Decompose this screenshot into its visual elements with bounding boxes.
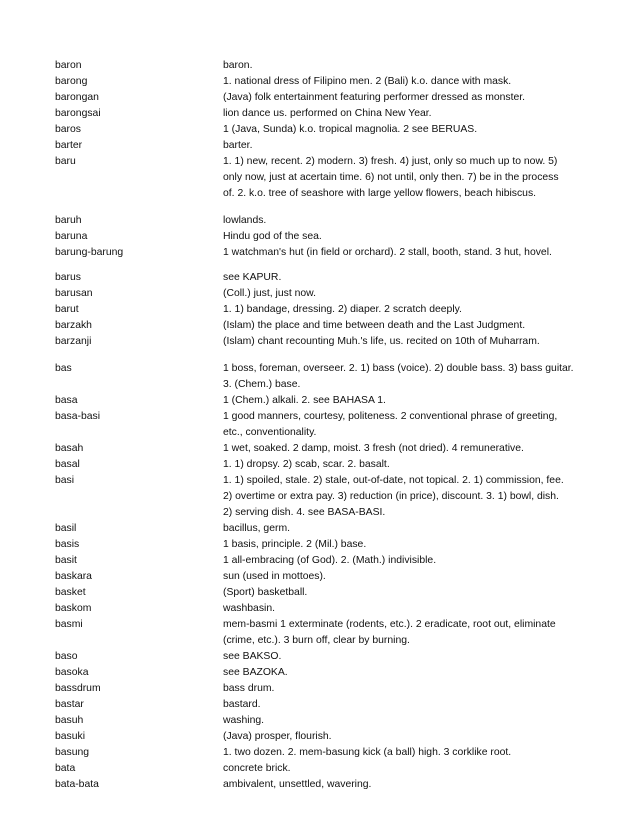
definition-line: ambivalent, unsettled, wavering. bbox=[223, 779, 372, 790]
definition bbox=[223, 553, 583, 569]
headword: basis bbox=[55, 539, 80, 550]
headword: barus bbox=[55, 272, 81, 283]
definition bbox=[223, 213, 583, 229]
headword: bata-bata bbox=[55, 779, 99, 790]
headword: bata bbox=[55, 763, 76, 774]
definition bbox=[223, 229, 583, 245]
definition-line: (crime, etc.). 3 burn off, clear by burning. bbox=[223, 635, 410, 646]
headword: basung bbox=[55, 747, 90, 758]
definition bbox=[223, 270, 583, 286]
headword: basi bbox=[55, 475, 75, 486]
definition bbox=[223, 457, 583, 473]
definition bbox=[223, 393, 583, 409]
headword: barusan bbox=[55, 288, 93, 299]
definition bbox=[223, 122, 583, 138]
definition-line: washing. bbox=[223, 715, 265, 726]
definition-line: 3. (Chem.) base. bbox=[223, 379, 301, 390]
headword: baskom bbox=[55, 603, 92, 614]
headword: barzakh bbox=[55, 320, 92, 331]
definition bbox=[223, 745, 583, 761]
definition-line: bastard. bbox=[223, 699, 261, 710]
definition bbox=[223, 585, 583, 601]
headword: basa bbox=[55, 395, 78, 406]
headword: basil bbox=[55, 523, 77, 534]
definition bbox=[223, 441, 583, 457]
definition bbox=[223, 361, 583, 393]
definition-line: 1. 1) dropsy. 2) scab, scar. 2. basalt. bbox=[223, 459, 390, 470]
definition-line: 1 boss, foreman, overseer. 2. 1) bass (voice). 2) double bass. 3) bass guitar. bbox=[223, 363, 574, 374]
definition bbox=[223, 617, 583, 649]
definition bbox=[223, 74, 583, 90]
definition bbox=[223, 665, 583, 681]
definition-line: only now, just at acertain time. 6) not until, only then. 7) be in the process bbox=[223, 172, 559, 183]
definition-line: 1 (Java, Sunda) k.o. tropical magnolia. 2 see BERUAS. bbox=[223, 124, 478, 135]
definition bbox=[223, 286, 583, 302]
definition bbox=[223, 681, 583, 697]
definition bbox=[223, 729, 583, 745]
definition bbox=[223, 601, 583, 617]
headword: baron bbox=[55, 60, 82, 71]
definition bbox=[223, 245, 583, 261]
definition-line: mem-basmi 1 exterminate (rodents, etc.). 2 eradicate, root out, eliminate bbox=[223, 619, 556, 630]
definition bbox=[223, 154, 583, 202]
definition-line: see KAPUR. bbox=[223, 272, 282, 283]
definition-line: lion dance us. performed on China New Year. bbox=[223, 108, 432, 119]
definition-line: 1 wet, soaked. 2 damp, moist. 3 fresh (not dried). 4 remunerative. bbox=[223, 443, 524, 454]
headword: barung-barung bbox=[55, 247, 124, 258]
headword: baso bbox=[55, 651, 78, 662]
headword: basa-basi bbox=[55, 411, 101, 422]
definition bbox=[223, 713, 583, 729]
headword: bastar bbox=[55, 699, 84, 710]
definition-line: 1. two dozen. 2. mem-basung kick (a ball) high. 3 corklike root. bbox=[223, 747, 512, 758]
definition bbox=[223, 761, 583, 777]
definition-line: 1 (Chem.) alkali. 2. see BAHASA 1. bbox=[223, 395, 386, 406]
definition-line: (Java) folk entertainment featuring performer dressed as monster. bbox=[223, 92, 526, 103]
definition-line: see BAKSO. bbox=[223, 651, 282, 662]
headword: barut bbox=[55, 304, 79, 315]
headword: baskara bbox=[55, 571, 92, 582]
headword: barongan bbox=[55, 92, 99, 103]
definition bbox=[223, 521, 583, 537]
headword: basmi bbox=[55, 619, 83, 630]
definition bbox=[223, 334, 583, 350]
definition-line: 2) serving dish. 4. see BASA-BASI. bbox=[223, 507, 386, 518]
headword: barongsai bbox=[55, 108, 101, 119]
definition bbox=[223, 777, 583, 793]
definition-line: 1 watchman's hut (in field or orchard). 2 stall, booth, stand. 3 hut, hovel. bbox=[223, 247, 552, 258]
definition-line: (Islam) the place and time between death and the Last Judgment. bbox=[223, 320, 526, 331]
definition-line: etc., conventionality. bbox=[223, 427, 317, 438]
definition-line: (Sport) basketball. bbox=[223, 587, 308, 598]
headword: barzanji bbox=[55, 336, 92, 347]
definition-line: see BAZOKA. bbox=[223, 667, 288, 678]
definition-line: Hindu god of the sea. bbox=[223, 231, 322, 242]
definition-line: barter. bbox=[223, 140, 253, 151]
headword: baros bbox=[55, 124, 81, 135]
definition-line: washbasin. bbox=[223, 603, 275, 614]
headword: basit bbox=[55, 555, 77, 566]
definition bbox=[223, 473, 583, 521]
definition-line: 1. 1) new, recent. 2) modern. 3) fresh. 4) just, only so much up to now. 5) bbox=[223, 156, 558, 167]
headword: basuh bbox=[55, 715, 84, 726]
headword: basket bbox=[55, 587, 86, 598]
definition-line: 1 all-embracing (of God). 2. (Math.) indivisible. bbox=[223, 555, 437, 566]
headword: basah bbox=[55, 443, 84, 454]
definition-line: 2) overtime or extra pay. 3) reduction (in price), discount. 3. 1) bowl, dish. bbox=[223, 491, 559, 502]
definition-line: 1. 1) spoiled, stale. 2) stale, out-of-date, not topical. 2. 1) commission, fee. bbox=[223, 475, 564, 486]
definition bbox=[223, 302, 583, 318]
headword: bas bbox=[55, 363, 72, 374]
definition-line: (Coll.) just, just now. bbox=[223, 288, 316, 299]
headword: barter bbox=[55, 140, 83, 151]
definition-line: 1 basis, principle. 2 (Mil.) base. bbox=[223, 539, 367, 550]
definition bbox=[223, 138, 583, 154]
definition bbox=[223, 537, 583, 553]
definition-line: (Java) prosper, flourish. bbox=[223, 731, 332, 742]
headword: bassdrum bbox=[55, 683, 101, 694]
headword: baru bbox=[55, 156, 76, 167]
definition-line: 1 good manners, courtesy, politeness. 2 conventional phrase of greeting, bbox=[223, 411, 558, 422]
definition-line: baron. bbox=[223, 60, 253, 71]
definition-line: of. 2. k.o. tree of seashore with large yellow flowers, beach hibiscus. bbox=[223, 188, 537, 199]
definition bbox=[223, 409, 583, 441]
definition bbox=[223, 58, 583, 74]
definition bbox=[223, 106, 583, 122]
headword: baruh bbox=[55, 215, 82, 226]
definition-line: sun (used in mottoes). bbox=[223, 571, 326, 582]
definition bbox=[223, 569, 583, 585]
definition-line: lowlands. bbox=[223, 215, 267, 226]
definition bbox=[223, 318, 583, 334]
headword: basuki bbox=[55, 731, 86, 742]
definition-line: (Islam) chant recounting Muh.'s life, us. recited on 10th of Muharram. bbox=[223, 336, 540, 347]
definition-line: concrete brick. bbox=[223, 763, 291, 774]
definition-line: 1. national dress of Filipino men. 2 (Bali) k.o. dance with mask. bbox=[223, 76, 512, 87]
definition-line: bacillus, germ. bbox=[223, 523, 290, 534]
headword: basoka bbox=[55, 667, 89, 678]
definition-line: bass drum. bbox=[223, 683, 275, 694]
definition-line: 1. 1) bandage, dressing. 2) diaper. 2 scratch deeply. bbox=[223, 304, 462, 315]
headword: baruna bbox=[55, 231, 88, 242]
definition bbox=[223, 90, 583, 106]
headword: barong bbox=[55, 76, 88, 87]
definition bbox=[223, 697, 583, 713]
headword: basal bbox=[55, 459, 80, 470]
definition bbox=[223, 649, 583, 665]
